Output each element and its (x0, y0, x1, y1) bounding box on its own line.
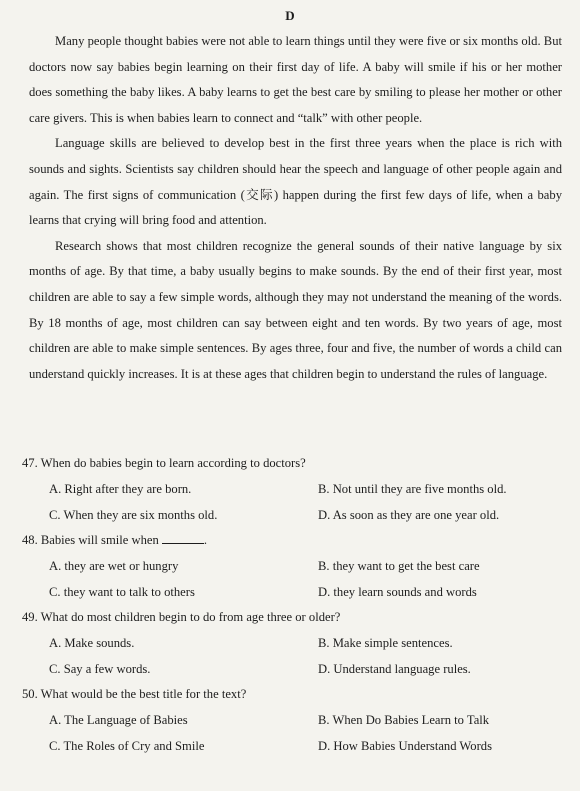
passage-paragraph-3: Research shows that most children recognize the general sounds of their native language by six months of age. By that time, a baby usually begins to make sounds. By the end of their first year, most children are able to say a few simple words, although they may not understand the meaning of the words. By 18 months of age, most children can say between eight and ten words. By two years of age, most children are able to make simple sentences. By ages three, four and five, the number of words a child can understand quickly increases. It is at these ages that children begin to understand the rules of language. (29, 238, 562, 381)
question-49-options-row-1 (22, 630, 562, 656)
question-47-option-b[interactable]: B. Not until they are five months old. (318, 482, 507, 496)
answer-blank (162, 531, 204, 544)
passage-paragraph-1: Many people thought babies were not able to learn things until they were five or six months old. But doctors now say babies begin learning on their first day of life. A baby will smile if his or her mother does something the baby likes. A baby learns to get the best care by smiling to please her mother or other care givers. This is when babies learn to connect and “talk” with other people. (29, 34, 562, 125)
question-48-stem-text: 48. Babies will smile when (22, 533, 162, 547)
question-47-options-row-2 (22, 502, 562, 528)
reading-passage (29, 29, 562, 387)
question-49-option-b[interactable]: B. Make simple sentences. (318, 636, 453, 650)
question-47-option-a[interactable]: A. Right after they are born. (49, 482, 192, 496)
passage-paragraph-2: Language skills are believed to develop best in the first three years when the place is rich with sounds and sights. Scientists say children should hear the speech and language of other people again and again. The first signs of communication (交际) happen during the first few days of life, when a baby learns that crying will bring food and attention. (29, 136, 562, 228)
question-47-options-row-1 (22, 476, 562, 502)
question-49-option-c[interactable]: C. Say a few words. (49, 662, 151, 676)
question-48-option-a[interactable]: A. they are wet or hungry (49, 559, 179, 573)
question-47-option-d[interactable]: D. As soon as they are one year old. (318, 508, 500, 522)
question-50-options-row-1 (22, 707, 562, 733)
question-48-options-row-1 (22, 553, 562, 579)
question-49-option-d[interactable]: D. Understand language rules. (318, 662, 471, 676)
question-48-option-d[interactable]: D. they learn sounds and words (318, 585, 477, 599)
question-50-option-a[interactable]: A. The Language of Babies (49, 713, 188, 727)
question-47-stem: 47. When do babies begin to learn according to doctors? (22, 456, 306, 470)
section-letter: D (285, 8, 295, 23)
question-50-options-row-2 (22, 733, 562, 759)
question-48-option-c[interactable]: C. they want to talk to others (49, 585, 195, 599)
question-50-stem: 50. What would be the best title for the text? (22, 687, 247, 701)
question-50-option-c[interactable]: C. The Roles of Cry and Smile (49, 739, 205, 753)
question-48-options-row-2 (22, 579, 562, 605)
question-50-option-d[interactable]: D. How Babies Understand Words (318, 739, 492, 753)
question-48-stem (22, 528, 562, 553)
question-49-option-a[interactable]: A. Make sounds. (49, 636, 135, 650)
question-list (22, 451, 562, 759)
question-49-stem: 49. What do most children begin to do from age three or older? (22, 610, 341, 624)
question-47-option-c[interactable]: C. When they are six months old. (49, 508, 218, 522)
question-48-stem-end: . (203, 533, 208, 547)
question-48-option-b[interactable]: B. they want to get the best care (318, 559, 480, 573)
question-50-option-b[interactable]: B. When Do Babies Learn to Talk (318, 713, 490, 727)
question-49-options-row-2 (22, 656, 562, 682)
